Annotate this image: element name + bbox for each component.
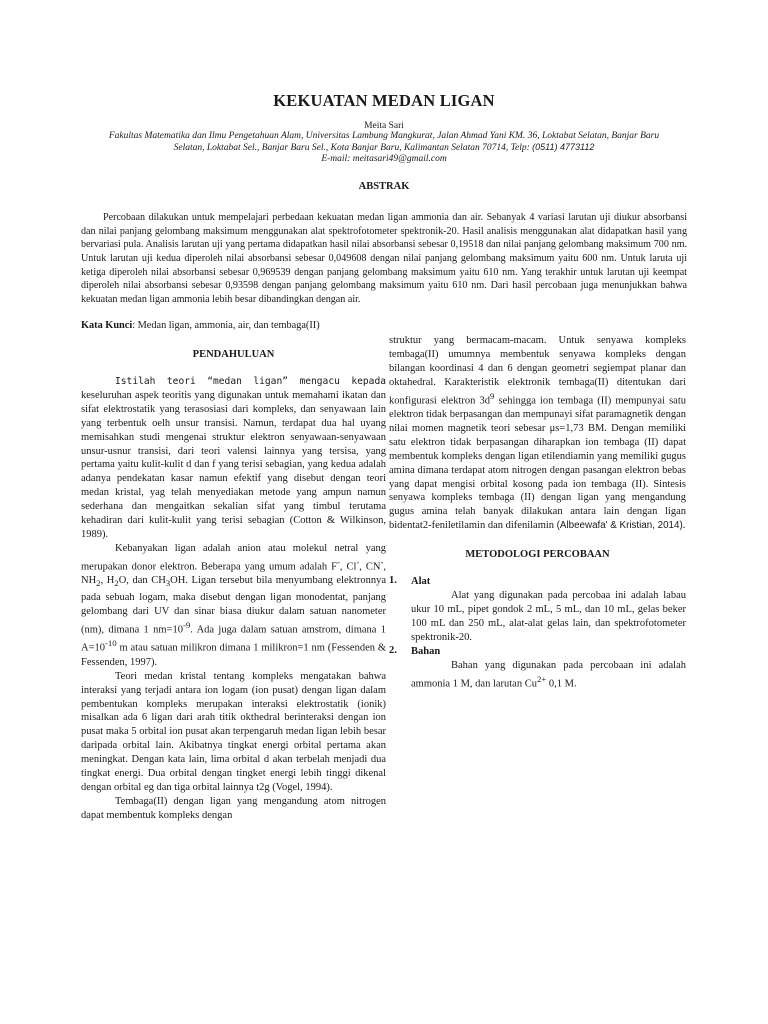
pendahuluan-paragraph-3: Teori medan kristal tentang kompleks mengatakan bahwa interaksi yang terjadi antara ion logam (ion pusat) dengan ligan dalam pembentukan kompleks merupakan interaksi elektrostatik (ionik) misalkan ada 6 ligan dari arah titik okthedral berinteraksi dengan ion pusat maka 5 orbital ion pusat akan terpengaruh medan ligan lebih besar daripada orbital lain. Akibatnya tingkat energi orbital pertama akan meningkat. Dengan kata lain, lima orbital d akan terbelah menjadi dua tingkat energi. Dua orbital dengan tingket energi lebih tinggi dikenal dengan orbital eg dan tiga orbital lainnya t2g (Vogel, 1994). (81, 670, 386, 793)
list-item-bahan (389, 645, 686, 691)
bahan-text: Bahan yang digunakan pada percobaan ini adalah ammonia 1 M, dan larutan $Cu^{2+}$ 0,1 M. (411, 659, 686, 690)
author-name: Meita Sari (364, 121, 404, 131)
pendahuluan-paragraph-2: Kebanyakan ligan adalah anion atau molekul netral yang merupakan donor elektron. Beberapa yang umum adalah F-, Cl-, CN-, $NH_2$, $H_2O$, dan $CH_3OH$. Ligan tersebut bila menyumbang elektronnya pada sebuah logam, maka disebut dengan ligan monodentat, panjang gelombang dari UV dan sinar biasa diukur dalam satuan nanometer (nm), dimana 1 $nm=10^{-9}$. Ada juga dalam satuan amstrom, dimana 1 $A=10^{-10}$ m atau satuan milikron dimana 1 milikron=1 nm (Fessenden & Fessenden, 1997). (81, 542, 387, 668)
keywords-text: : Medan ligan, ammonia, air, dan tembaga(II) (132, 320, 320, 331)
abstract-text: Percobaan dilakukan untuk mempelajari perbedaan kekuatan medan ligan ammonia dan air. Sebanyak 4 variasi larutan uji diukur absorbansi dan nilai panjang gelombang maksimum menggunakan alat spektrofotometer spektronik-20. Hasil analisis menggunakan alat didapatkan hasil yang bervariasi pula. Analisis larutan uji yang pertama didapatkan hasil nilai absorbansi sebesar 0,19518 dan nilai panjang gelombang maksimum 700 nm. Untuk larutan uji kedua diperoleh nilai absorbansi sebesar 0,049608 dengan nilai panjang gelombang maksimum yaitu 600 nm. Untuk laruta uji ketiga diperoleh nilai absorbansi sebesar 0,969539 dengan panjang gelombang maksimum yaitu 610 nm. Yang terakhir untuk larutan uji keempat diperoleh nilai absorbansi sebesar 0,93598 dengan panjang gelombang maksimum yaitu 610 nm. Dari hasil percobaan juga menunjukkan bahwa kekuatan medan ligan ammonia lebih besar dibandingkan dengan air. (81, 212, 687, 305)
alat-text: Alat yang digunakan pada percobaa ini adalah labau ukur 10 mL, pipet gondok 2 mL, 5 mL, dan 10 mL, gelas beker 100 mL dan 250 mL, alat-alat gelas lain, dan spektrofotometer spektronik-20. (411, 590, 686, 643)
bahan-number: 2. (389, 644, 397, 656)
pendahuluan-paragraph-1 (81, 375, 386, 542)
keywords-label: Kata Kunci (81, 320, 133, 331)
pendahuluan-paragraph-4: Tembaga(II) dengan ligan yang mengandung atom nitrogen dapat membentuk kompleks dengan (81, 795, 386, 821)
citation: (Albeewafa' & Kristian, 2014) (556, 520, 683, 532)
paragraph-1-lead: Istilah teori “medan ligan” mengacu kepada (115, 376, 386, 387)
affiliation-line-1: Fakultas Matematika dan Ilmu Pengetahuan Alam, Universitas Lambung Mangkurat, Jalan Ahmad Yani KM. 36, Loktabat Selatan, Banjar Baru (108, 131, 660, 141)
affiliation-phone: (0511) 4773112 (532, 142, 595, 152)
pendahuluan-heading: PENDAHULUAN (192, 349, 275, 360)
right-column-paragraph-1: struktur yang bermacam-macam. Untuk senyawa kompleks tembaga(II) umumnya membentuk senyawa kompleks dengan bilangan koordinasi 4 dan 6 dengan geometri segiempat planar dan oktahedral. Karakteristik elektronik tembaga(II) ditentukan dari konfigurasi elektron $3d^9$ sehingga ion tembaga (II) mempunyai satu elektron tidak berpasangan dan mempunayi sifat paramagnetik dengan nilai momen magnetik teori sebesar μs=1,73 BM. Dengan memiliki satu elektron tidak berpasangan diharapkan ion tembaga (II) dapat membentuk kompleks dengan ligan etilendiamin yang memiliki gugus amina dimana terdapat atom nitrogen dengan pasangan elektron bebas yang dapat mengisi orbital kosong pada ion tembaga (II). Sintesis senyawa kompleks tembaga (II) dengan ligan yang mengandung gugus amina telah banyak dilakukan antara lain dengan ligan bidentat2-feniletilamin dan difenilamin (Albeewafa' & Kristian, 2014). (389, 335, 687, 532)
paragraph-1-body: keseluruhan aspek teoritis yang digunakan untuk memahami ikatan dan sifat elektrostatik yang terasosiasi dari kompleks, dan senyawaan lain yang terbentuk oelh unsur transisi. Namun, terdapat dua hal uyang memisahkan studi mengenai struktur elektron senyawaan-senyawaan unsur-usnur transisi, dari teori valensi lainnya yang tersisa, yang pertama yaitu kulit-kulit d dan f yang terisi sebagian, yang kedua adalah adanya pendekatan kasar namun efektif yang disebut dengan teori medan kristal, yag telah menyediakan metode yang ampun namun sederhana dan mengaitkan sekalian sifat yang timbul terutama kehadiran dari kulit-kulit yang terisi sebagian (Cotton & Wilkinson, 1989). (81, 389, 386, 540)
abstract-heading: ABSTRAK (358, 181, 410, 192)
metodologi-heading: METODOLOGI PERCOBAAN (465, 549, 610, 561)
affiliation (70, 131, 698, 165)
bahan-label: Bahan (411, 645, 441, 657)
right-column (389, 334, 686, 691)
affiliation-line-2 (70, 142, 698, 154)
keywords (81, 320, 687, 331)
author-email: E-mail: meitasari49@gmail.com (321, 154, 447, 164)
alat-number: 1. (389, 575, 397, 587)
list-item-alat (389, 575, 686, 645)
alat-label: Alat (411, 576, 431, 588)
paper-title: KEKUATAN MEDAN LIGAN (273, 91, 495, 110)
left-column (81, 349, 386, 823)
affiliation-address: Selatan, Loktabat Sel., Banjar Baru Sel., Kota Banjar Baru, Kalimantan Selatan 70714, Telp: (173, 143, 533, 153)
